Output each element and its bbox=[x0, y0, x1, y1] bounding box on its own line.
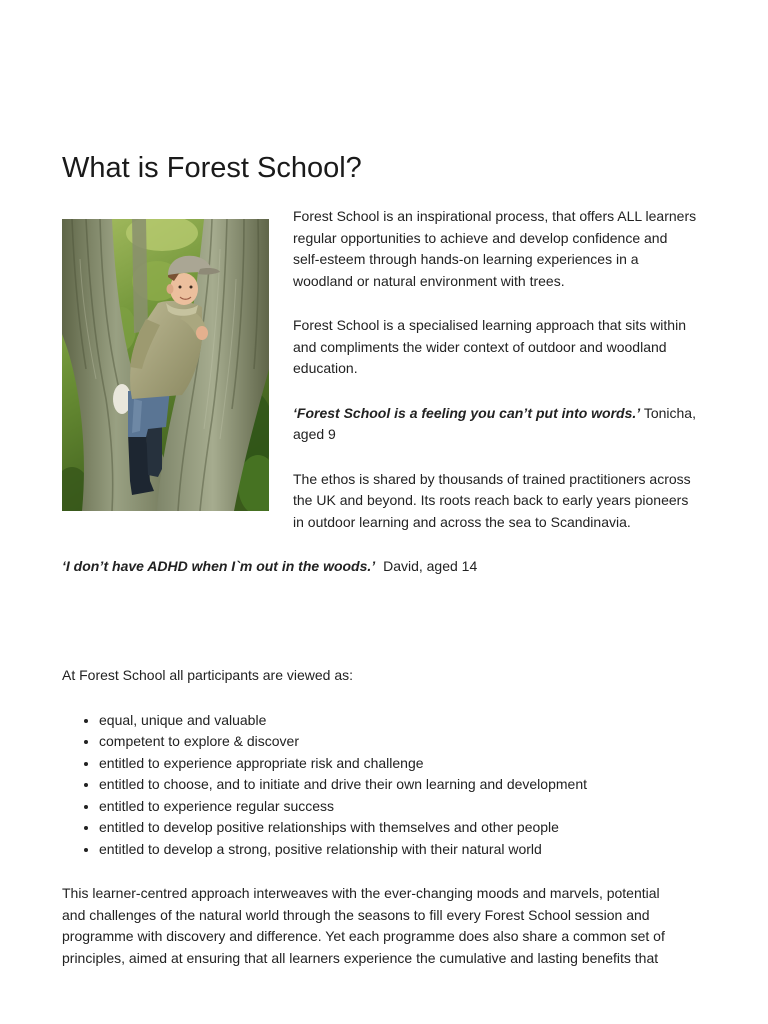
text-line: principles, aimed at ensuring that all learners experience the cumulative and lasting benefits that bbox=[62, 949, 659, 966]
text-line: in outdoor learning and across the sea to Scandinavia. bbox=[293, 513, 631, 530]
text-line: and compliments the wider context of outdoor and woodland bbox=[293, 338, 667, 355]
pull-quote-attribution: David, aged 14 bbox=[383, 558, 478, 575]
list-item: • competent to explore & discover bbox=[99, 731, 707, 753]
text-line: and challenges of the natural world through the seasons to fill every Forest School session and bbox=[62, 906, 650, 923]
quote-text: ‘Forest School is a feeling you can’t put into words.’ bbox=[293, 404, 641, 421]
list-item: • entitled to choose, and to initiate and drive their own learning and development bbox=[99, 774, 707, 796]
photo-graphic bbox=[62, 219, 269, 511]
page-title: What is Forest School? bbox=[62, 152, 362, 184]
text-line: programme with discovery and difference. Yet each programme does also share a common set of bbox=[62, 928, 665, 945]
text-line: The ethos is shared by thousands of trained practitioners across bbox=[293, 470, 691, 487]
quote-attribution: Tonicha, aged 9 bbox=[293, 404, 696, 443]
list-item: • entitled to experience regular success bbox=[99, 796, 707, 818]
closing-paragraph bbox=[62, 883, 707, 969]
list-item: • equal, unique and valuable bbox=[99, 710, 707, 732]
text-line: education. bbox=[293, 360, 358, 377]
text-line: self-esteem through hands-on learning experiences in a bbox=[293, 251, 639, 268]
text-line: regular opportunities to achieve and develop confidence and bbox=[293, 229, 668, 246]
list-item: • entitled to experience appropriate risk and challenge bbox=[99, 753, 707, 775]
intro-text bbox=[293, 206, 707, 556]
pull-quote-text: ‘I don’t have ADHD when I`m out in the woods.’ bbox=[62, 558, 376, 575]
list-item: • entitled to develop a strong, positive relationship with their natural world bbox=[99, 839, 707, 861]
text-line: woodland or natural environment with trees. bbox=[293, 272, 565, 289]
list-item: • entitled to develop positive relationships with themselves and other people bbox=[99, 817, 707, 839]
participants-section bbox=[62, 665, 707, 992]
pull-quote bbox=[62, 556, 477, 578]
text-line: the UK and beyond. Its roots reach back to early years pioneers bbox=[293, 492, 689, 509]
forest-school-photo bbox=[62, 219, 269, 511]
text-line: Forest School is a specialised learning approach that sits within bbox=[293, 317, 686, 334]
text-line: This learner-centred approach interweaves with the ever-changing moods and marvels, potential bbox=[62, 885, 660, 902]
intro-paragraph-3 bbox=[293, 469, 707, 534]
participants-intro: At Forest School all participants are viewed as: bbox=[62, 667, 354, 684]
participants-list bbox=[62, 710, 707, 861]
intro-paragraph-1 bbox=[293, 206, 707, 292]
intro-paragraph-2 bbox=[293, 315, 707, 380]
child-quote bbox=[293, 403, 707, 446]
text-line: Forest School is an inspirational process, that offers ALL learners bbox=[293, 208, 697, 225]
